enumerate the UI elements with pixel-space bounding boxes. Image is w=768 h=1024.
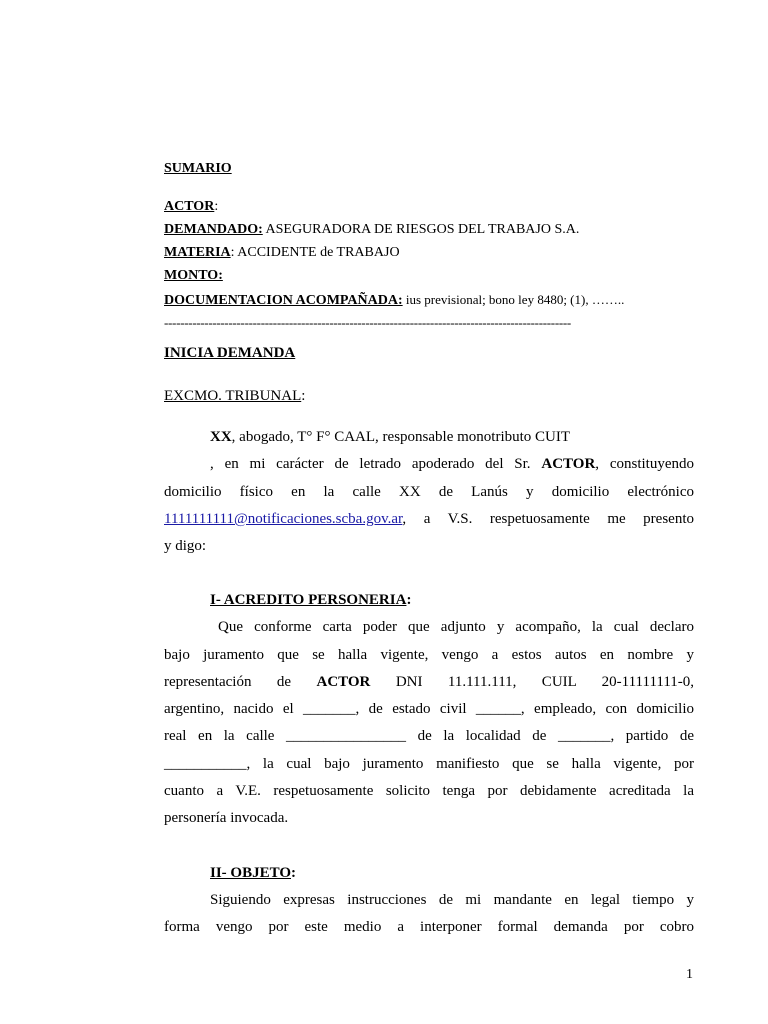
- tribunal-label: EXCMO. TRIBUNAL: [164, 388, 302, 404]
- actor-suffix: :: [214, 199, 219, 214]
- section-1-heading: [210, 591, 411, 609]
- section-1-line-4: argentino, nacido el _______, de estado civil ______, empleado, con domicilio: [164, 701, 694, 717]
- summary-demandado-row: [164, 221, 579, 239]
- separator-line: -----------------------------------------------------------------------------------------------------: [164, 315, 571, 330]
- intro-line-1: [210, 428, 570, 446]
- section-1-line-3a: representación de: [164, 674, 292, 690]
- section-1-suffix: :: [406, 592, 412, 608]
- section-2-heading: [210, 864, 296, 882]
- section-1-line-3: [164, 673, 694, 691]
- section-2-line-2: forma vengo por este medio a interponer formal demanda por cobro: [164, 919, 694, 935]
- section-1-line-7: cuanto a V.E. respetuosamente solicito tenga por debidamente acreditada la: [164, 783, 694, 799]
- section-2-title: II- OBJETO: [210, 865, 291, 881]
- tribunal-line: [164, 387, 305, 405]
- materia-value: : ACCIDENTE de TRABAJO: [230, 245, 400, 260]
- inicia-demanda-heading: INICIA DEMANDA: [164, 345, 296, 361]
- demandado-value: ASEGURADORA DE RIESGOS DEL TRABAJO S.A.: [262, 222, 580, 237]
- actor-label: ACTOR: [164, 199, 215, 214]
- section-1-line-5: real en la calle ________________ de la localidad de _______, partido de: [164, 728, 694, 744]
- intro-text-4: , a V.S. respetuosamente me presento: [402, 511, 694, 527]
- summary-monto-row: [164, 267, 223, 285]
- intro-line-4: [164, 510, 694, 528]
- intro-line-2: [210, 455, 694, 473]
- intro-line-3: domicilio físico en la calle XX de Lanús y domicilio electrónico: [164, 484, 694, 500]
- demandado-label: DEMANDADO:: [164, 222, 263, 237]
- tribunal-suffix: :: [301, 388, 306, 404]
- materia-label: MATERIA: [164, 245, 231, 260]
- section-1-actor: ACTOR: [316, 674, 371, 690]
- doc-label: DOCUMENTACION ACOMPAÑADA:: [164, 293, 403, 308]
- intro-text-2a: , en mi carácter de letrado apoderado del Sr.: [210, 456, 542, 472]
- lawyer-name: XX: [210, 429, 232, 445]
- section-1-line-3b: DNI 11.111.111, CUIL 20-11111111-0,: [395, 674, 695, 690]
- section-1-line-1: Que conforme carta poder que adjunto y acompaño, la cual declaro: [218, 619, 694, 635]
- section-2-suffix: :: [291, 865, 296, 881]
- page-number: 1: [686, 967, 693, 982]
- doc-value: ius previsional; bono ley 8480; (1), ……..: [402, 292, 625, 307]
- section-1-line-8: personería invocada.: [164, 810, 289, 826]
- intro-text-1: , abogado, T° F° CAAL, responsable monotributo CUIT: [231, 429, 571, 445]
- summary-doc-row: [164, 291, 624, 310]
- summary-title: SUMARIO: [164, 161, 232, 176]
- summary-actor-row: [164, 198, 218, 216]
- section-1-line-2: bajo juramento que se halla vigente, vengo a estos autos en nombre y: [164, 647, 694, 663]
- intro-text-2b: , constituyendo: [595, 456, 695, 472]
- email-link[interactable]: 1111111111@notificaciones.scba.gov.ar: [164, 511, 403, 527]
- section-1-title: I- ACREDITO PERSONERIA: [210, 592, 407, 608]
- section-2-line-1: Siguiendo expresas instrucciones de mi mandante en legal tiempo y: [210, 892, 694, 908]
- summary-materia-row: [164, 244, 400, 262]
- intro-actor: ACTOR: [541, 456, 596, 472]
- intro-line-5: y digo:: [164, 538, 207, 554]
- section-1-line-6: ___________, la cual bajo juramento manifiesto que se halla vigente, por: [164, 756, 694, 772]
- monto-label: MONTO:: [164, 268, 223, 283]
